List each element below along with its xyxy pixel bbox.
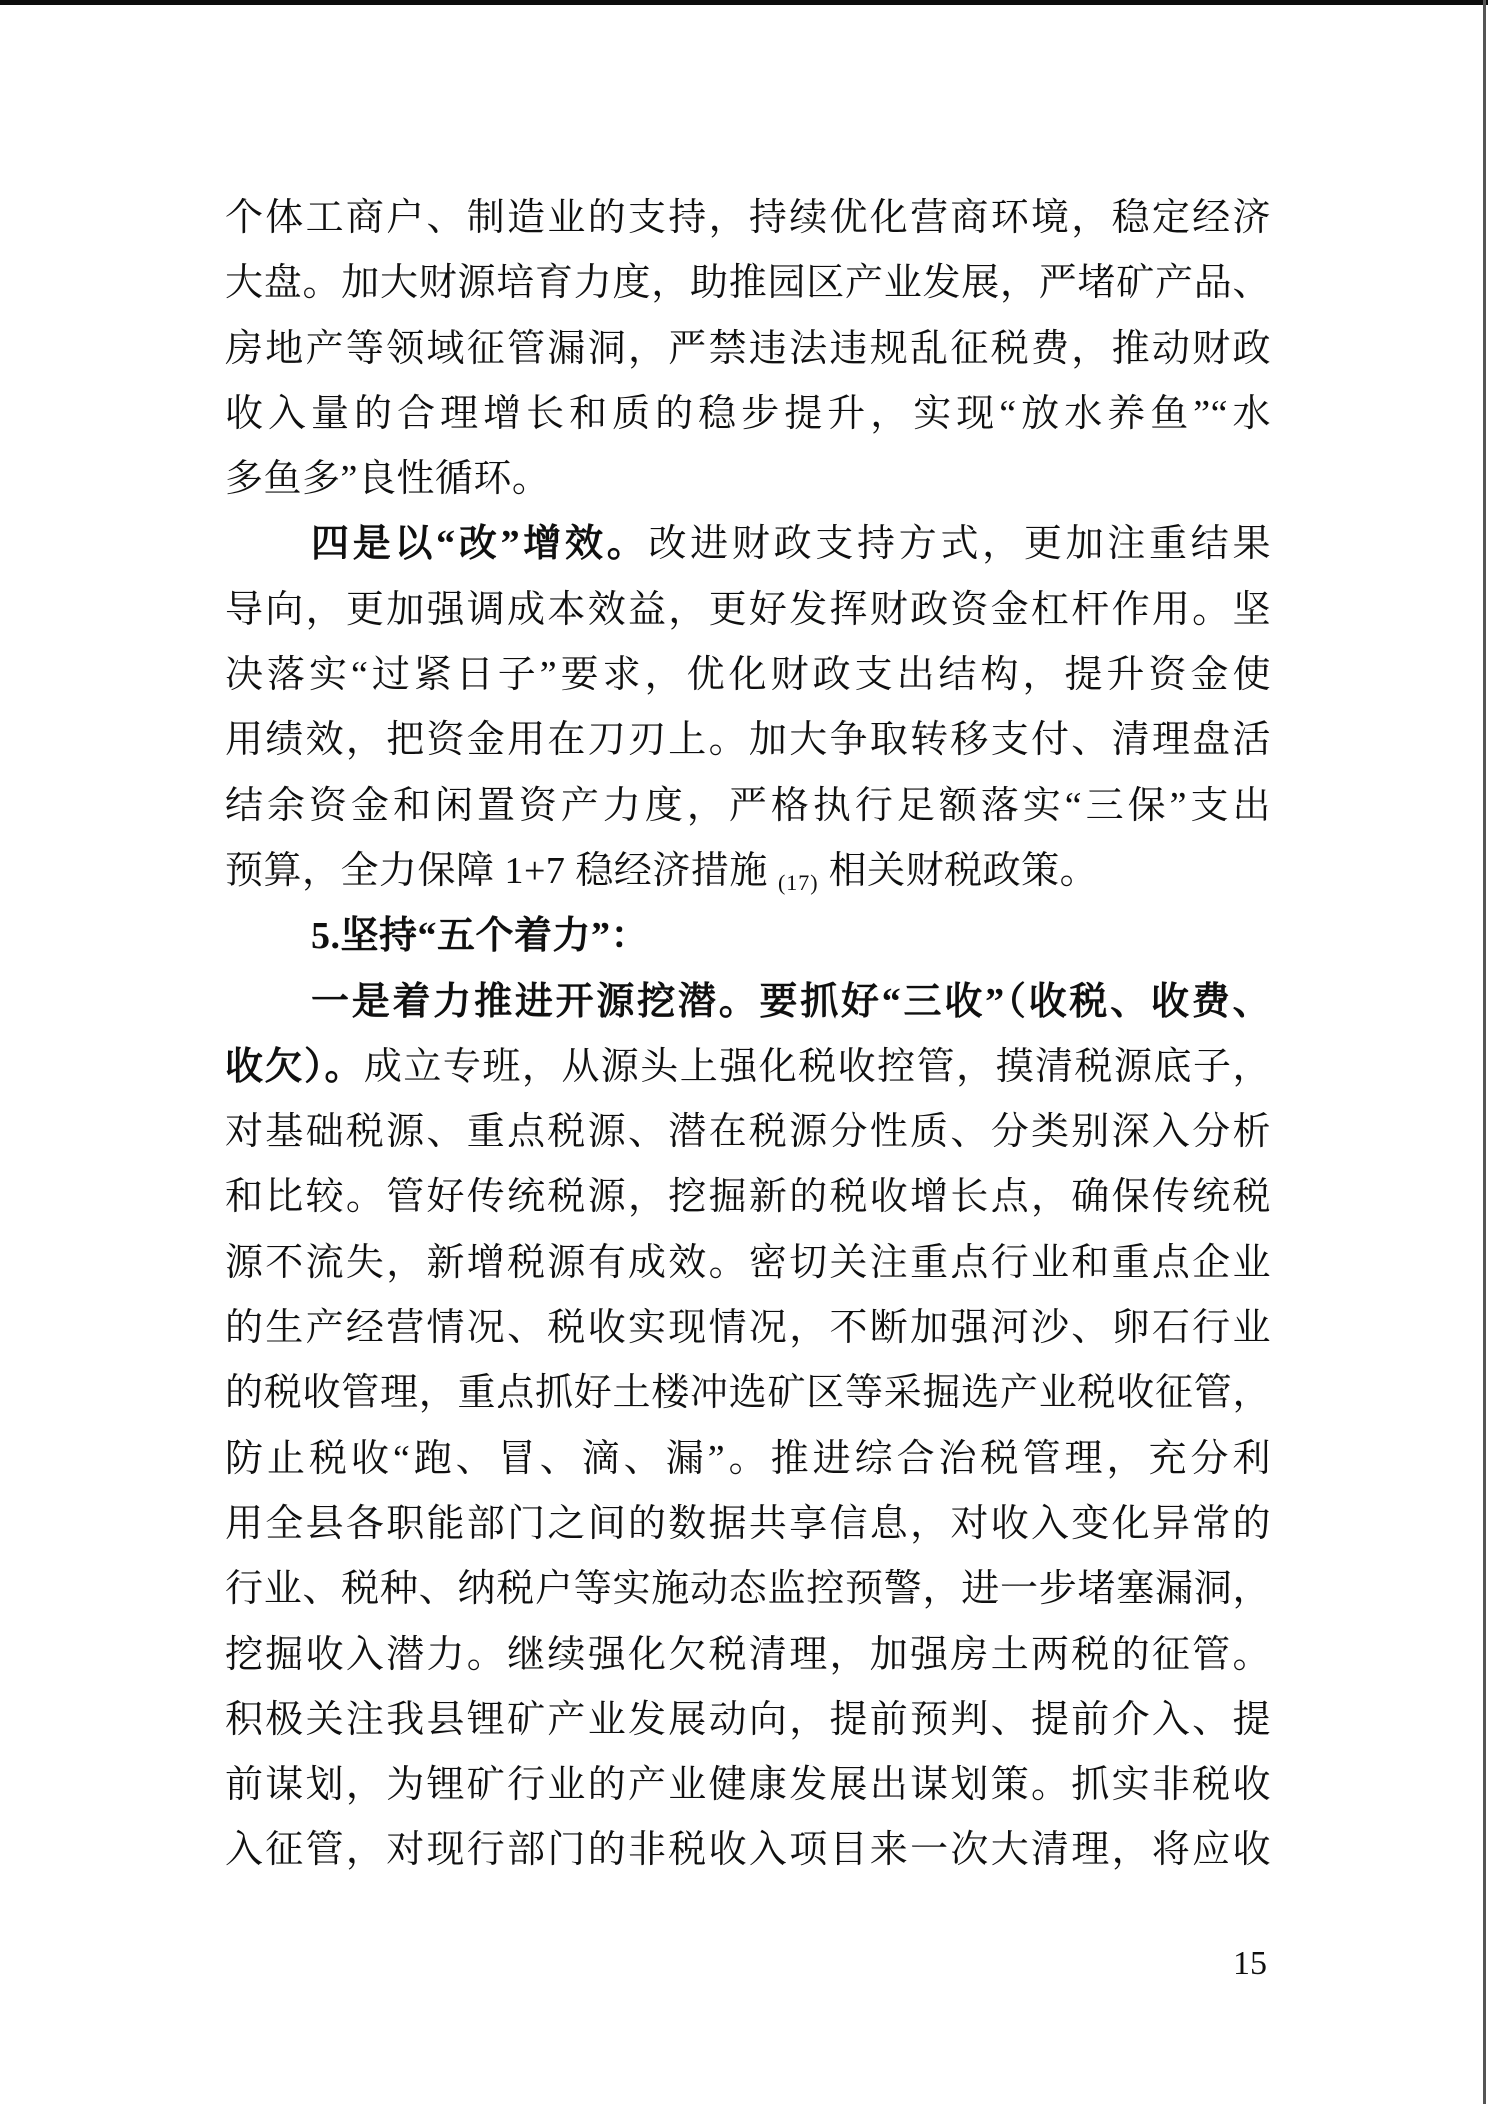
text-line bbox=[225, 708, 1271, 773]
text-segment: 对基础税源、重点税源、潜在税源分性质、分类别深入分析 bbox=[225, 1111, 1271, 1154]
text-line bbox=[225, 186, 1271, 251]
text-segment: 改进财政支持方式，更加注重结果 bbox=[648, 523, 1271, 566]
text-line bbox=[225, 1818, 1271, 1883]
text-line bbox=[225, 1165, 1271, 1230]
text-line bbox=[225, 1231, 1271, 1296]
text-segment: 成立专班，从源头上强化税收控管，摸清税源底子， bbox=[363, 1045, 1271, 1088]
text-line bbox=[225, 1688, 1271, 1753]
text-line bbox=[225, 447, 1271, 512]
text-line bbox=[225, 1623, 1271, 1688]
text-segment: 和比较。管好传统税源，挖掘新的税收增长点，确保传统税 bbox=[225, 1176, 1271, 1219]
bold-text-segment: 收欠）。 bbox=[225, 1045, 364, 1088]
text-line bbox=[225, 839, 1271, 904]
text-segment: 的税收管理，重点抓好土楼冲选矿区等采掘选产业税收征管， bbox=[225, 1372, 1271, 1415]
text-segment: 多鱼多”良性循环。 bbox=[225, 458, 551, 501]
text-segment: 决落实“过紧日子”要求，优化财政支出结构，提升资金使 bbox=[225, 654, 1271, 697]
text-line bbox=[225, 1557, 1271, 1622]
text-line bbox=[225, 1100, 1271, 1165]
text-segment: 大盘。加大财源培育力度，助推园区产业发展，严堵矿产品、 bbox=[225, 262, 1271, 305]
document-body bbox=[225, 186, 1271, 1884]
text-segment: 结余资金和闲置资产力度，严格执行足额落实“三保”支出 bbox=[225, 784, 1271, 827]
text-line bbox=[225, 1361, 1271, 1426]
text-line bbox=[225, 970, 1271, 1035]
footnote-marker: (17) bbox=[777, 869, 819, 895]
text-line bbox=[225, 1427, 1271, 1492]
text-segment: 收入量的合理增长和质的稳步提升，实现“放水养鱼”“水 bbox=[225, 392, 1271, 435]
text-line bbox=[225, 251, 1271, 316]
text-segment: 房地产等领域征管漏洞，严禁违法违规乱征税费，推动财政 bbox=[225, 327, 1271, 370]
bold-text-segment: 四是以“改”增效。 bbox=[311, 523, 649, 566]
page-right-scan-edge bbox=[1483, 0, 1486, 2104]
text-line bbox=[225, 382, 1271, 447]
text-segment: 个体工商户、制造业的支持，持续优化营商环境，稳定经济 bbox=[225, 197, 1271, 239]
page-number: 15 bbox=[1233, 1945, 1267, 1982]
bold-text-segment: 一是着力推进开源挖潜。要抓好“三收”（收税、收费、 bbox=[311, 980, 1271, 1023]
text-segment: 预算，全力保障 1+7 稳经济措施 bbox=[225, 849, 778, 892]
text-segment: 防止税收“跑、冒、滴、漏”。推进综合治税管理，充分利 bbox=[225, 1437, 1271, 1480]
bold-text-segment: 5.坚持“五个着力”： bbox=[311, 915, 650, 958]
text-segment: 的生产经营情况、税收实现情况，不断加强河沙、卵石行业 bbox=[225, 1307, 1271, 1350]
text-segment: 导向，更加强调成本效益，更好发挥财政资金杠杆作用。坚 bbox=[225, 588, 1271, 631]
text-segment: 用全县各职能部门之间的数据共享信息，对收入变化异常的 bbox=[225, 1502, 1271, 1545]
text-line bbox=[225, 1296, 1271, 1361]
text-line bbox=[225, 578, 1271, 643]
text-line bbox=[225, 512, 1271, 577]
text-segment: 前谋划，为锂矿行业的产业健康发展出谋划策。抓实非税收 bbox=[225, 1764, 1271, 1807]
text-line bbox=[225, 774, 1271, 839]
text-line bbox=[225, 1492, 1271, 1557]
text-segment: 源不流失，新增税源有成效。密切关注重点行业和重点企业 bbox=[225, 1241, 1271, 1284]
text-line bbox=[225, 317, 1271, 382]
text-segment: 用绩效，把资金用在刀刃上。加大争取转移支付、清理盘活 bbox=[225, 719, 1271, 762]
text-segment: 积极关注我县锂矿产业发展动向，提前预判、提前介入、提 bbox=[225, 1698, 1271, 1741]
text-segment: 挖掘收入潜力。继续强化欠税清理，加强房土两税的征管。 bbox=[225, 1633, 1271, 1676]
text-segment: 行业、税种、纳税户等实施动态监控预警，进一步堵塞漏洞， bbox=[225, 1568, 1271, 1611]
text-line bbox=[225, 904, 1271, 969]
text-line bbox=[225, 1753, 1271, 1818]
text-segment: 入征管，对现行部门的非税收入项目来一次大清理，将应收 bbox=[225, 1829, 1271, 1872]
text-line bbox=[225, 1035, 1271, 1100]
page-top-scan-edge bbox=[0, 0, 1488, 5]
text-line bbox=[225, 643, 1271, 708]
text-segment: 相关财税政策。 bbox=[818, 849, 1099, 892]
